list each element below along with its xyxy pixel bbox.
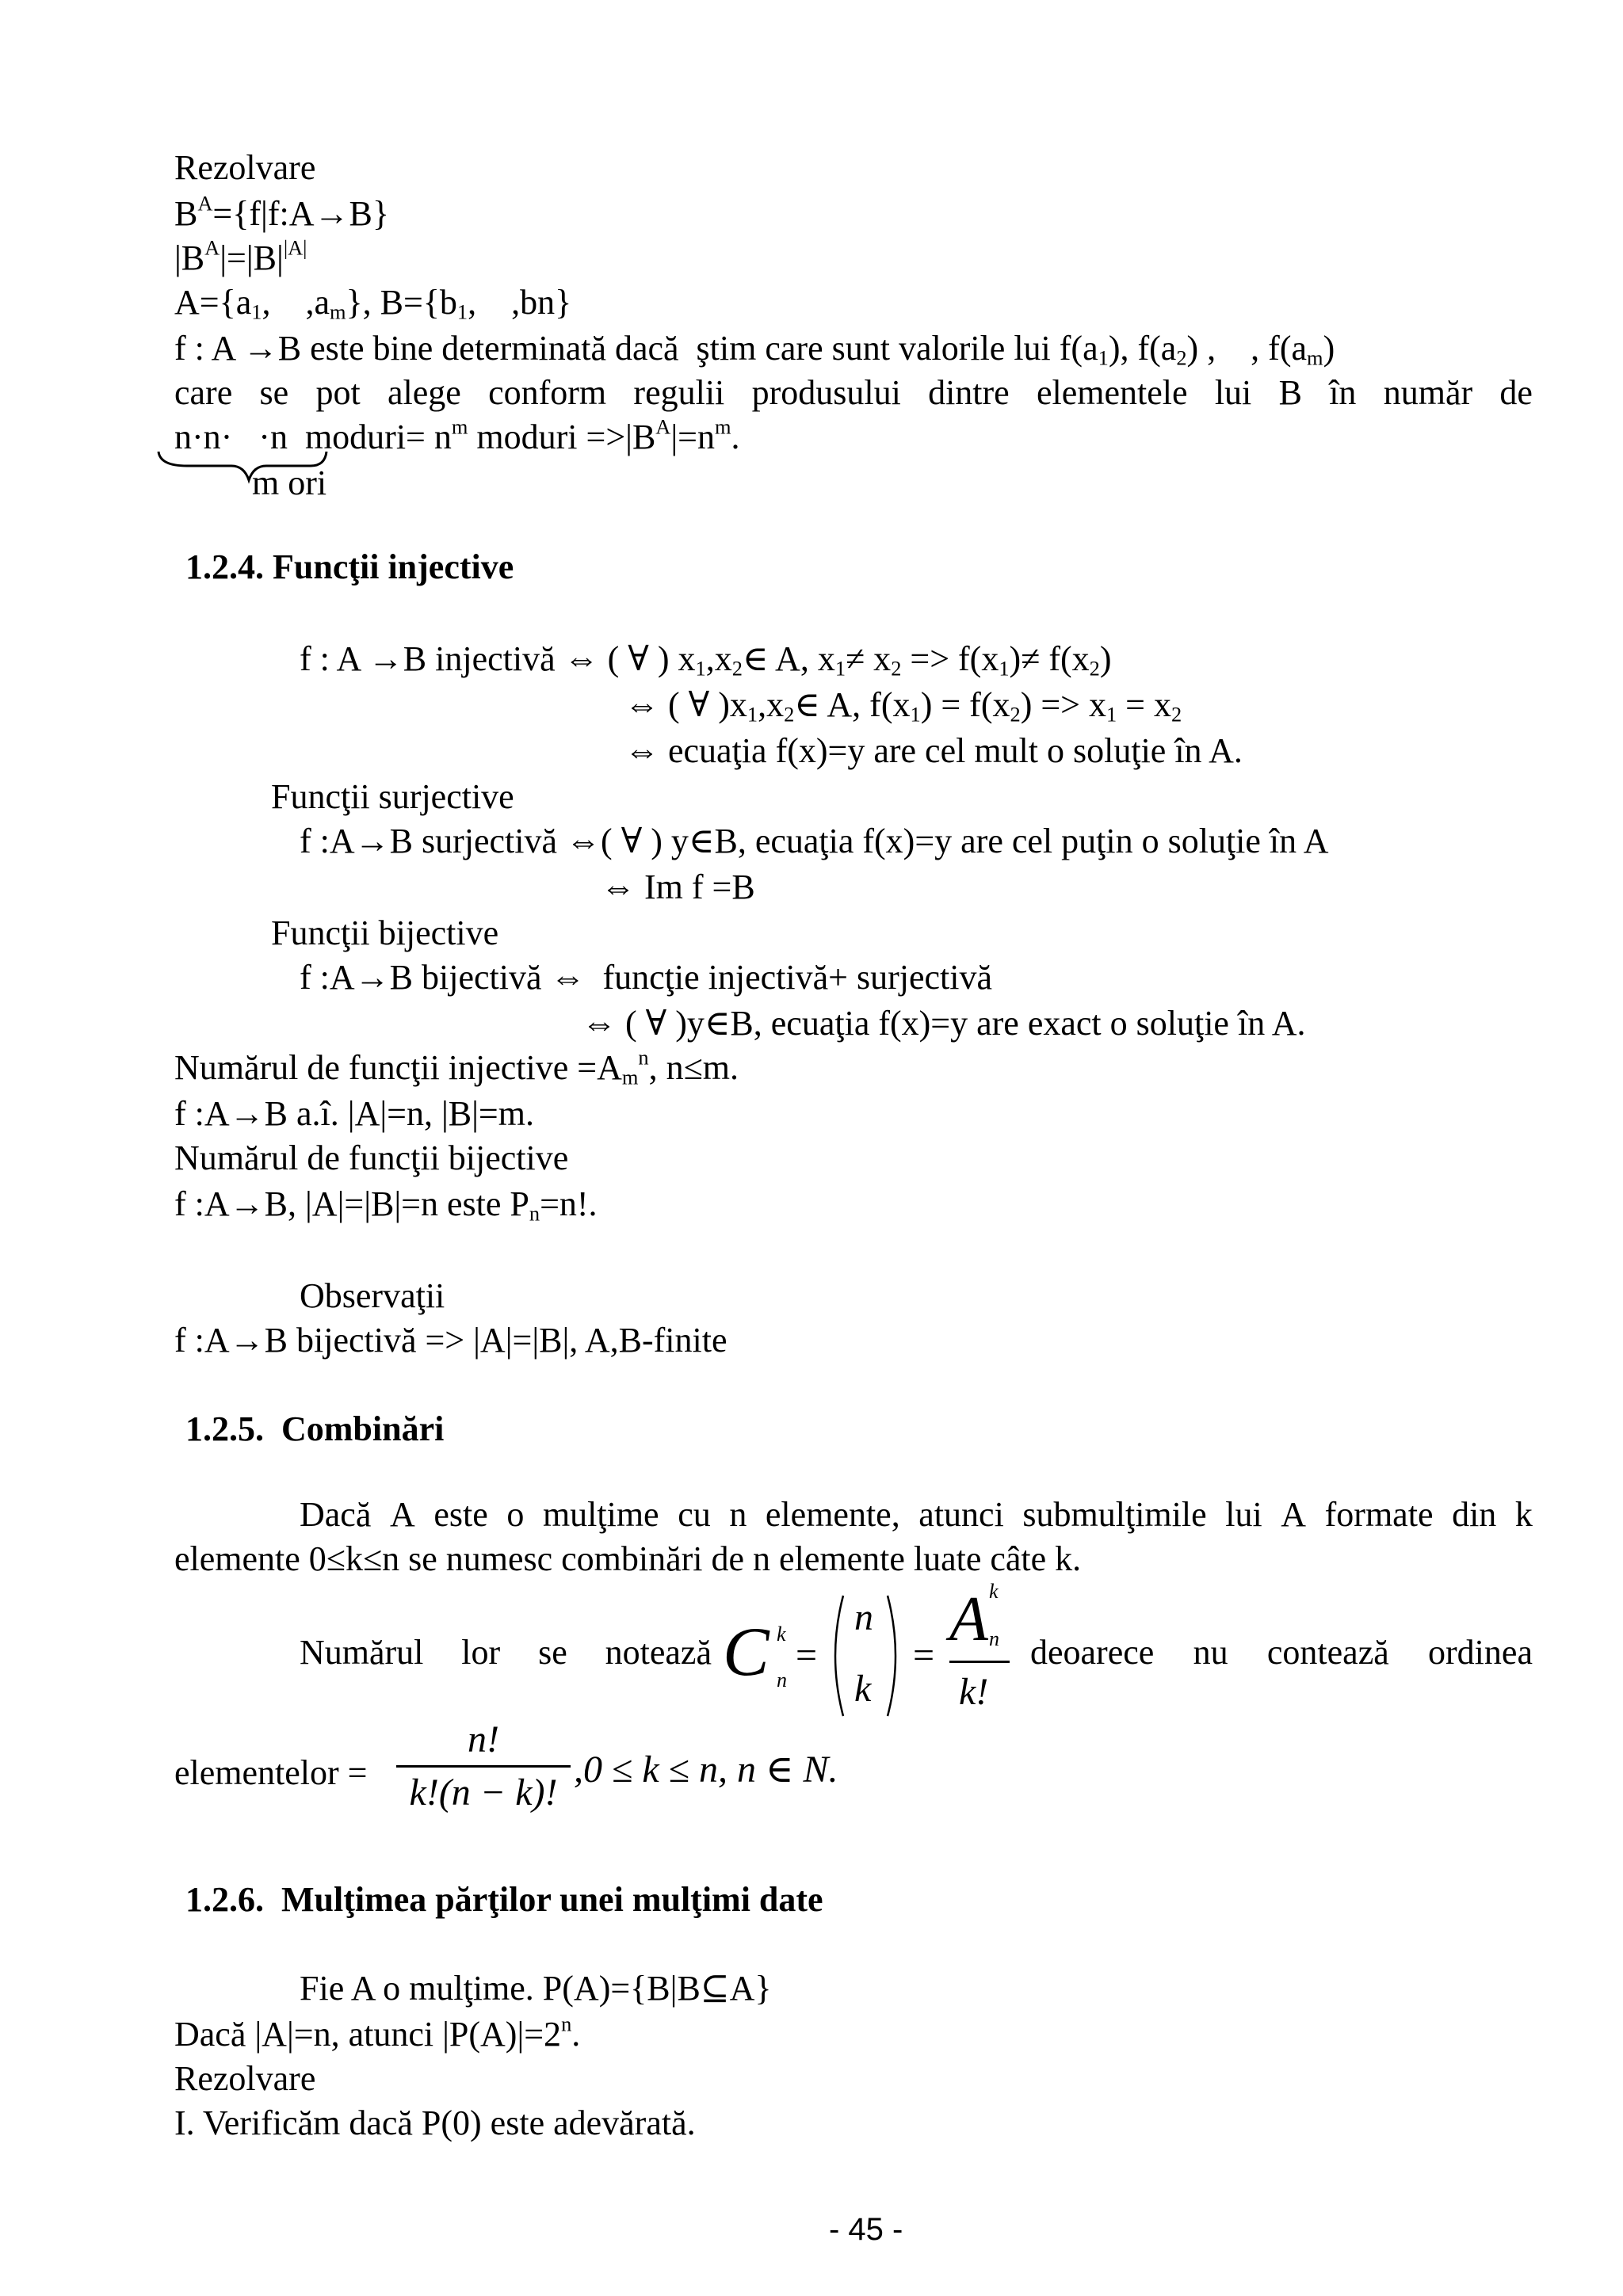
rezolvare-heading-2: Rezolvare bbox=[174, 2059, 316, 2098]
word: B bbox=[1278, 373, 1302, 412]
word: elemente, bbox=[765, 1495, 900, 1534]
word: este bbox=[433, 1495, 488, 1534]
section-heading-1-2-4: 1.2.4. Funcţii injective bbox=[185, 547, 514, 586]
injective-definition-3: ⇔ ecuaţia f(x)=y are cel mult o soluţie în A. bbox=[624, 731, 1243, 770]
word: contează bbox=[1266, 1633, 1389, 1672]
n-product-line: n·n· ·n moduri= $n^m$ moduri $=>|B^A|=n^m$. bbox=[174, 414, 740, 456]
word: k bbox=[1514, 1495, 1533, 1534]
word: în bbox=[1329, 373, 1357, 412]
injective-definition-2: ⇔ ( ∀ )$x_1,x_2\in$ A, $f(x_1) = f(x_2) => x_1 = x_2$ bbox=[624, 685, 1182, 727]
word: se bbox=[259, 373, 289, 412]
combination-formula bbox=[723, 1580, 1024, 1722]
word: o bbox=[506, 1495, 525, 1534]
page-number: - 45 - bbox=[829, 2212, 903, 2247]
surjective-definition-1: f :A→B surjectivă ⇔( ∀ ) y∈B, ecuaţia f(x)=y are cel puţin o soluţie în A bbox=[300, 822, 1329, 860]
bijective-title: Funcţii bijective bbox=[271, 913, 499, 952]
section-heading-1-2-6: 1.2.6. Mulţimea părţilor unei mulţimi date bbox=[185, 1880, 823, 1919]
injective-count: Numărul de funcţii injective $=A_m^n$, n≤m. bbox=[174, 1045, 739, 1089]
notation-reason bbox=[1030, 1635, 1533, 1670]
ba-cardinal: $|B^A|=|B|^{|A|}$ bbox=[174, 235, 307, 277]
word: nu bbox=[1193, 1633, 1228, 1672]
word: formate bbox=[1324, 1495, 1434, 1534]
word: mulţime bbox=[542, 1495, 659, 1534]
word: pot bbox=[315, 373, 361, 412]
word: număr bbox=[1383, 373, 1473, 412]
observations-title: Observaţii bbox=[300, 1276, 445, 1315]
word: deoarece bbox=[1030, 1633, 1155, 1672]
formula-eq-1: = bbox=[796, 1634, 818, 1676]
ba-definition: $B^A=\{f|f:A\to B\}$ bbox=[174, 191, 389, 233]
power-set-definition: Fie A o mulţime. P(A)={B|B⊆A} bbox=[300, 1969, 772, 2008]
elementelor-label: elementelor = bbox=[174, 1753, 368, 1792]
function-determination: f : A →B este bine determinată dacă ştim care sunt valorile lui $f(a_1)$, $f(a_2)$ , , $f(a_m)$ bbox=[174, 329, 1335, 370]
bijective-count-title: Numărul de funcţii bijective bbox=[174, 1138, 569, 1177]
power-set-cardinal: Dacă |A|=n, atunci $|P(A)|=2^n$. bbox=[174, 2012, 581, 2054]
sets-definition: $A=\{a_1$, $,a_m$}, $B=\{b_1$, ,bn} bbox=[174, 283, 572, 324]
word: submulţimile bbox=[1022, 1495, 1207, 1534]
word: dintre bbox=[928, 373, 1010, 412]
binom-bottom: k bbox=[854, 1668, 872, 1710]
fraction-numerator: n! bbox=[468, 1718, 499, 1760]
word: lui bbox=[1225, 1495, 1262, 1534]
formula-c-sup: k bbox=[777, 1623, 786, 1646]
notation-intro bbox=[300, 1635, 712, 1670]
formula-c: C bbox=[723, 1614, 769, 1691]
formula-c-sub: n bbox=[777, 1669, 787, 1691]
word: cu bbox=[678, 1495, 711, 1534]
word: n bbox=[729, 1495, 747, 1534]
factorial-fraction bbox=[396, 1718, 571, 1814]
formula-eq-2: = bbox=[913, 1634, 935, 1676]
bijective-definition-1: f :A→B bijectivă ⇔ funcţie injectivă+ surjectivă bbox=[300, 958, 992, 997]
word: se bbox=[538, 1633, 567, 1672]
binom-top: n bbox=[854, 1596, 873, 1638]
verification-step: I. Verificăm dacă P(0) este adevărată. bbox=[174, 2103, 696, 2142]
word: A bbox=[1281, 1495, 1307, 1534]
combination-condition: ,0 ≤ k ≤ n, n ∈ N. bbox=[574, 1749, 838, 1791]
word: lui bbox=[1214, 373, 1252, 412]
word: de bbox=[1499, 373, 1533, 412]
word: lor bbox=[461, 1633, 501, 1672]
rule-product-line bbox=[174, 373, 1533, 412]
word: din bbox=[1452, 1495, 1497, 1534]
word: elementele bbox=[1037, 373, 1188, 412]
function-condition: f :A→B a.î. |A|=n, |B|=m. bbox=[174, 1094, 534, 1133]
formula-a-sup: k bbox=[989, 1580, 999, 1603]
word: care bbox=[174, 373, 233, 412]
word: A bbox=[389, 1495, 415, 1534]
word: produsului bbox=[751, 373, 901, 412]
word: conform bbox=[488, 373, 607, 412]
rezolvare-heading: Rezolvare bbox=[174, 148, 316, 187]
word: Numărul bbox=[300, 1633, 424, 1672]
injective-definition-1: f : A →B injectivă ⇔ ( ∀ ) $x_1,x_2\in$ A, $x_1\ne x_2 => f(x_1)\ne f(x_2)$ bbox=[300, 639, 1112, 681]
combinations-definition-1 bbox=[300, 1497, 1533, 1532]
formula-denominator: k! bbox=[959, 1671, 989, 1713]
word: ordinea bbox=[1428, 1633, 1533, 1672]
left-paren-icon bbox=[826, 1592, 846, 1719]
word: Dacă bbox=[300, 1495, 372, 1534]
formula-a-sub: n bbox=[989, 1627, 999, 1650]
bijective-count: f :A→B, |A|=|B|=n este $P_n=n$!. bbox=[174, 1184, 598, 1226]
word: atunci bbox=[918, 1495, 1004, 1534]
right-paren-icon bbox=[884, 1592, 905, 1719]
bijective-definition-2: ⇔ ( ∀ )y∈B, ecuaţia f(x)=y are exact o soluţie în A. bbox=[582, 1004, 1306, 1043]
section-heading-1-2-5: 1.2.5. Combinări bbox=[185, 1409, 445, 1448]
m-ori-label: m ori bbox=[252, 463, 327, 502]
formula-a: A bbox=[949, 1585, 988, 1654]
word: alege bbox=[387, 373, 461, 412]
word: regulii bbox=[633, 373, 725, 412]
fraction-denominator: k!(n − k)! bbox=[409, 1772, 558, 1814]
word: notează bbox=[605, 1633, 712, 1672]
observation-1: f :A→B bijectivă => |A|=|B|, A,B-finite bbox=[174, 1321, 727, 1360]
surjective-definition-2: ⇔ Im f =B bbox=[601, 868, 755, 906]
surjective-title: Funcţii surjective bbox=[271, 777, 514, 816]
combinations-definition-2: elemente 0≤k≤n se numesc combinări de n elemente luate câte k. bbox=[174, 1539, 1082, 1578]
